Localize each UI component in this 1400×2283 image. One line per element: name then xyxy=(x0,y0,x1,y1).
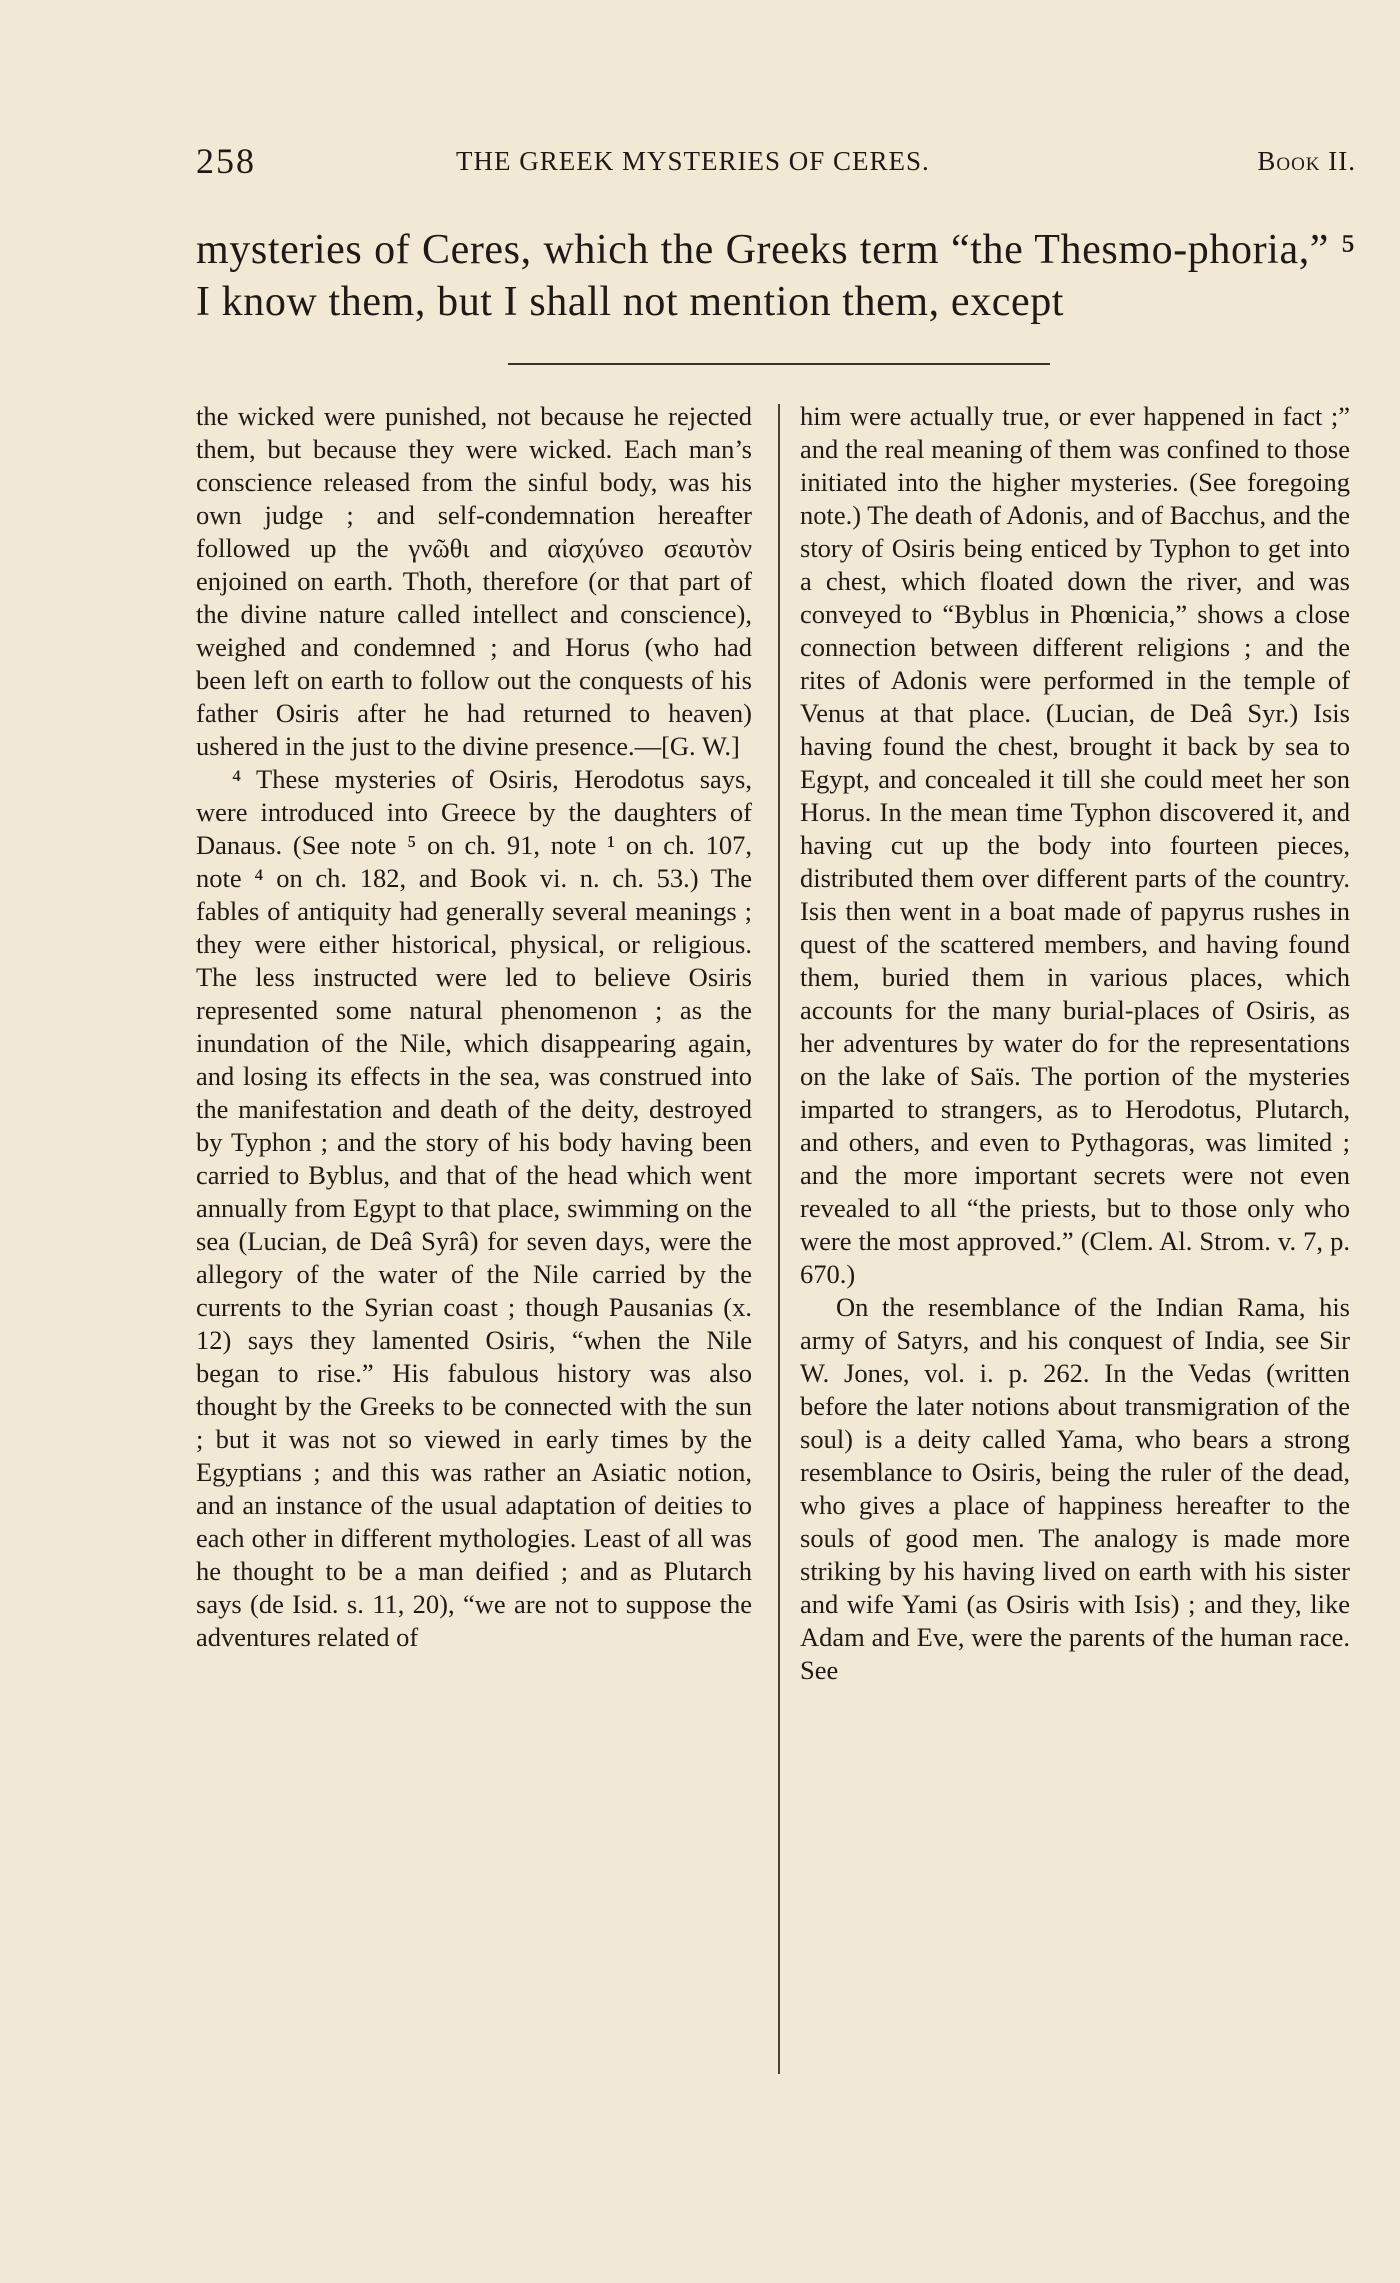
footnote-rule xyxy=(508,363,1050,365)
footnote-4-continuation: him were actually true, or ever happened in fact ;” and the real meaning of them was confined to those initiated into the higher mysteries. (See foregoing note.) The death of Adonis, and of Bacchus, and the story of Osiris being enticed by Typhon to get into a chest, which floated down the river, and was conveyed to “Byblus in Phœnicia,” shows a close connection between different religions ; and the rites of Adonis were performed in the temple of Venus at that place. (Lucian, de Deâ Syr.) Isis having found the chest, brought it back by sea to Egypt, and concealed it till she could meet her son Horus. In the mean time Typhon discovered it, and having cut up the body into fourteen pieces, distributed them over different parts of the country. Isis then went in a boat made of papyrus rushes in quest of the scattered members, and having found them, buried them in various places, which accounts for the many burial-places of Osiris, as her adventures by water do for the representations on the lake of Saïs. The portion of the mysteries imparted to strangers, as to Herodotus, Plutarch, and others, and even to Pythagoras, was limited ; and the more important secrets were not even revealed to all “the priests, but to those only who were the most approved.” (Clem. Al. Strom. v. 7, p. 670.) xyxy=(800,401,1350,1289)
main-text: mysteries of Ceres, which the Greeks term “the Thesmo-phoria,” ⁵ I know them, but I shall not mention them, except xyxy=(196,227,1356,325)
book-label: Book II. xyxy=(1257,146,1356,176)
running-head xyxy=(196,140,1356,190)
running-title: THE GREEK MYSTERIES OF CERES. xyxy=(456,146,930,176)
footnote-4: ⁴ These mysteries of Osiris, Herodotus says, were introduced into Greece by the daughters of Danaus. (See note ⁵ on ch. 91, note ¹ on ch. 107, note ⁴ on ch. 182, and Book vi. n. ch. 53.) The fables of antiquity had generally several meanings ; they were either historical, physical, or religious. The less instructed were led to believe Osiris represented some natural phenomenon ; as the inundation of the Nile, which disappearing again, and losing its effects in the sea, was construed into the manifestation and death of the deity, destroyed by Typhon ; and the story of his body having been carried to Byblus, and that of the head which went annually from Egypt to that place, swimming on the sea (Lucian, de Deâ Syrâ) for seven days, were the allegory of the water of the Nile carried by the currents to the Syrian coast ; though Pausanias (x. 12) says they lamented Osiris, “when the Nile began to rise.” His fabulous history was also thought by the Greeks to be connected with the sun ; but it was not so viewed in early times by the Egyptians ; and this was rather an Asiatic notion, and an instance of the usual adaptation of deities to each other in different mythologies. Least of all was he thought to be a man deified ; and as Plutarch says (de Isid. s. 11, 20), “we are not to suppose the adventures related of xyxy=(196,764,752,1652)
page-number: 258 xyxy=(196,141,256,181)
footnote-continuation: the wicked were punished, not because he rejected them, but because they were wicked. Each man’s conscience released from the sinful body, was his own judge ; and self-condemnation hereafter followed up the γνῶθι and αἰσχύνεο σεαυτὸν enjoined on earth. Thoth, therefore (or that part of the divine nature called intellect and conscience), weighed and condemned ; and Horus (who had been left on earth to follow out the conquests of his father Osiris after he had returned to heaven) ushered in the just to the divine presence.—[G. W.] xyxy=(196,401,752,761)
footnote-column-left xyxy=(196,400,752,1654)
column-divider xyxy=(778,404,780,2074)
footnote-column-right xyxy=(800,400,1350,1687)
footnote-rama: On the resemblance of the Indian Rama, his army of Satyrs, and his conquest of India, see Sir W. Jones, vol. i. p. 262. In the Vedas (written before the later notions about transmigration of the soul) is a deity called Yama, who bears a strong resemblance to Osiris, being the ruler of the dead, who gives a place of happiness hereafter to the souls of good men. The analogy is made more striking by his having lived on earth with his sister and wife Yami (as Osiris with Isis) ; and they, like Adam and Eve, were the parents of the human race. See xyxy=(800,1292,1350,1685)
